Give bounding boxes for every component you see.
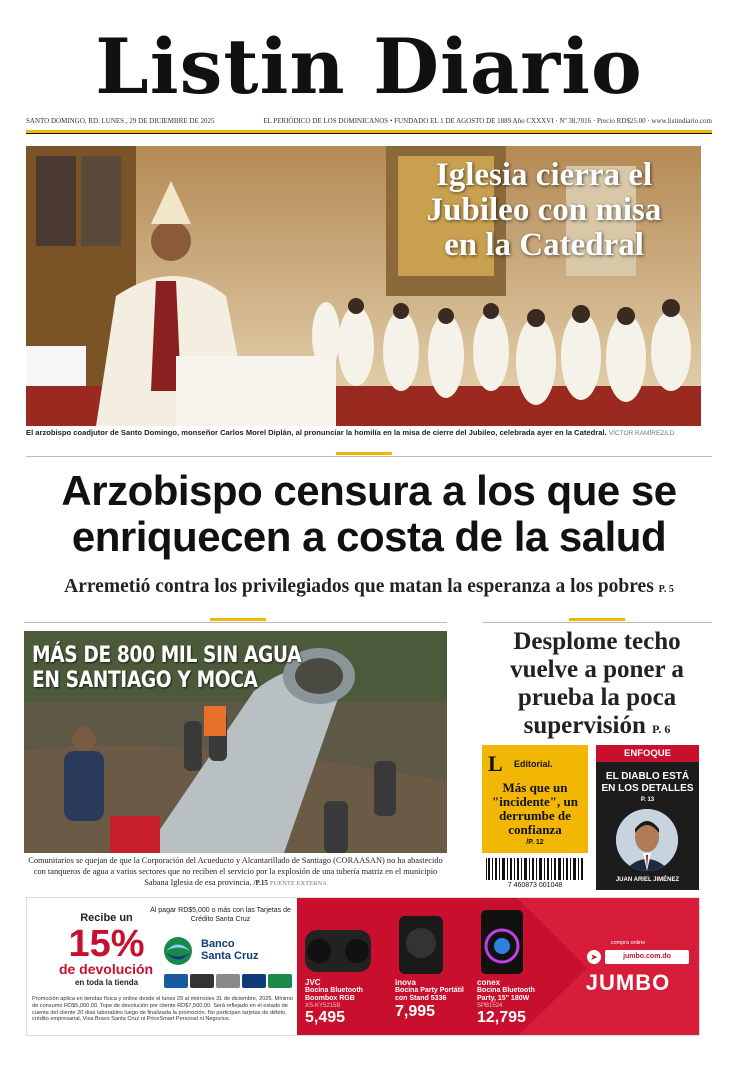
enfoque-box[interactable]	[596, 745, 699, 890]
lead-photo-credit: VÍCTOR RAMÍREZ/LD	[608, 430, 675, 437]
ad-pagar: Al pagar RD$5,000 o más con las Tarjetas de Crédito Santa Cruz	[150, 907, 291, 923]
water-headline: MÁS DE 800 MIL SIN AGUA EN SANTIAGO Y MOCA	[32, 643, 302, 693]
lead-photo-caption: El arzobispo coadjutor de Santo Domingo, monseñor Carlos Morel Diplán, al pronunciar la homilía en la misa de cierre del Jubileo, celebrada ayer en la Catedral. VÍCTOR RAMÍREZ/LD	[26, 428, 675, 437]
main-story-page: P. 5	[658, 584, 674, 595]
barcode	[482, 856, 588, 888]
product-conex[interactable]: conex Bocina Bluetooth Party, 15" 180W SPB1524 12,795	[477, 978, 535, 1026]
location-date: SANTO DOMINGO, RD. LUNES , 29 DE DICIEMBRE DE 2025	[26, 117, 215, 125]
enfoque-title: EL DIABLO ESTÁ EN LOS DETALLES	[601, 771, 694, 794]
editorial-page: /P. 12	[526, 839, 544, 846]
separator-accent-2	[210, 618, 266, 621]
enfoque-label: ENFOQUE	[596, 745, 699, 762]
jumbo-website[interactable]: jumbo.com.do	[605, 950, 689, 964]
separator-accent-3	[569, 618, 625, 621]
product-inova[interactable]: inova Bocina Party Portátil con Stand 5336 7,995	[395, 978, 464, 1020]
enfoque-author: JUAN ARIEL JIMÉNEZ	[615, 877, 680, 883]
masthead-info-bar	[26, 114, 712, 128]
bank-name: Banco Santa Cruz	[201, 938, 259, 962]
ad-percent: 15%	[68, 923, 145, 965]
jumbo-compra-online: compra online	[610, 940, 646, 946]
ad-fine-print: Promoción aplica en tiendas física y online desde el lunes 29 al miércoles 31 de diciembre, 2025. Mínimo de consumo RD$5,000.00. Tope de devolución por cliente RD$7,500.00. Será reflejado en el estado de cuenta del cliente 20 días laborables luego de finalizada la promoción. No participan tarjetas de débito, crédito empresarial, Visa Bravo Santa Cruz ni PriceSmart Personal ni Negocios.	[32, 996, 293, 1023]
listin-logo-icon: L	[488, 751, 503, 776]
editorial-title: Más que un "incidente", un derrumbe de confianza	[492, 780, 578, 837]
side-story-page: P. 6	[652, 722, 671, 736]
water-story-page: /P.15	[253, 879, 268, 887]
advertisement-banner[interactable]	[26, 897, 700, 1036]
water-pipe-photo[interactable]	[24, 631, 447, 853]
masthead-rule-black	[26, 133, 712, 134]
barcode-icon	[482, 856, 588, 888]
side-headline[interactable]: Desplome techo vuelve a poner a prueba la poca supervisión P. 6	[510, 628, 684, 739]
barcode-number: 7 460873 001048	[507, 882, 563, 888]
separator-line-3	[482, 622, 712, 623]
ad-tienda: en toda la tienda	[74, 978, 139, 987]
ad-recibe: Recibe un	[80, 912, 133, 924]
cursor-icon: ➤	[587, 950, 601, 964]
separator-accent	[336, 452, 392, 455]
water-photo-caption: Comunitarios se quejan de que la Corporación del Acueducto y Alcantarillado de Santiago (CORAASAN) no ha abastecido con tanqueros de agua a varios sectores que no reciben el servicio por la explosión de una tubería matriz en el municipio Sabana Iglesia de esa provincia. /P.15 FUENTE EXTERNA	[28, 856, 443, 887]
product-jvc[interactable]: JVC Bocina Bluetooth Boombox RGB XS-KY5215B 5,495	[305, 978, 363, 1026]
enfoque-page: P. 13	[640, 797, 655, 803]
author-portrait-icon	[616, 809, 678, 871]
editorial-label: Editorial.	[514, 759, 553, 769]
editorial-box[interactable]	[482, 745, 588, 853]
separator-line	[26, 456, 712, 457]
jumbo-branding[interactable]	[565, 940, 691, 996]
bank-logo-icon	[162, 936, 198, 966]
credit-cards-icon	[164, 974, 294, 988]
ad-devolucion: de devolución	[58, 961, 154, 977]
jumbo-logo: JUMBO	[585, 970, 671, 995]
masthead-title: Listin Diario	[95, 22, 643, 111]
card-logos	[164, 974, 294, 988]
tagline: EL PERIÓDICO DE LOS DOMINICANOS • FUNDADO EL 1 DE AGOSTO DE 1889 Año CXXXVI · Nº 38,7016 · Precio RD$25.00 · www.listindiario.com	[263, 117, 712, 125]
main-subhead: Arremetió contra los privilegiados que matan la esperanza a los pobres P. 5	[64, 576, 674, 597]
author-avatar	[616, 809, 678, 871]
lead-photo-headline: Iglesia cierra el Jubileo con misa en la Catedral	[426, 157, 662, 263]
lead-photo[interactable]	[26, 146, 701, 426]
separator-line-2	[24, 622, 447, 623]
water-photo-credit: FUENTE EXTERNA	[269, 880, 327, 887]
main-headline[interactable]: Arzobispo censura a los que se enriquecen a costa de la salud	[61, 467, 677, 560]
